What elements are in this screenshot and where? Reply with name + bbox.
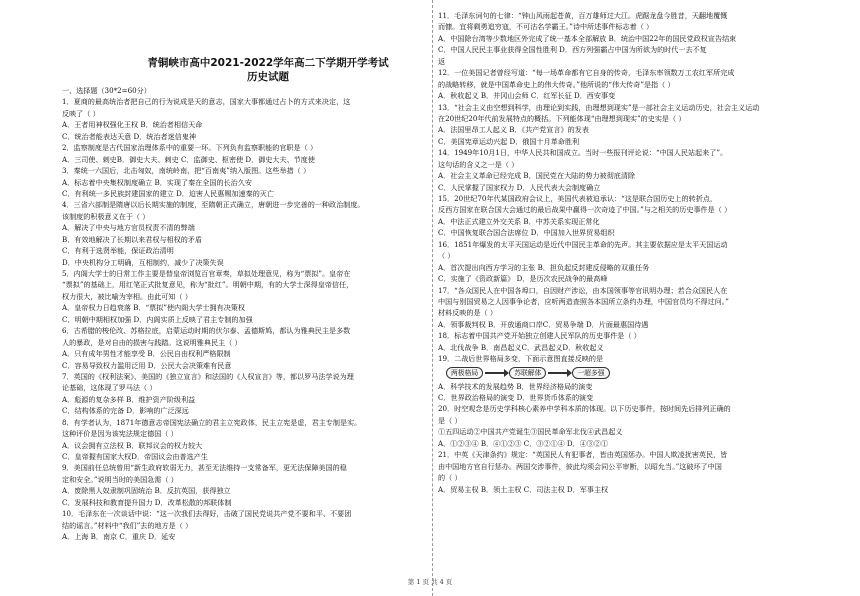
question-line: 9．美国前任总统曾用“新生政府软弱无力，甚至无法维持一支常备军，更无法保障美国的稳 [62,463,347,473]
question-line: 论基础，这体现了罗马法（ ） [62,383,157,393]
question-line: A．彪源的复杂多样 B．维护资产阶级利益 [62,394,196,404]
question-line: 定和安全。”说明当时的美国急需（ ） [62,474,178,484]
question-line: A．上海 B．南京 C．重庆 D．延安 [62,532,176,542]
question-line: C．统治者能表达天意 D．统治者迷信鬼神 [62,131,196,141]
question-line: 这句话的含义之一是（ ） [438,159,519,169]
question-line: A．领事裁判权 B．开放通商口岸C．贸易争端 D．片面最惠国待遇 [438,319,649,329]
arrow-icon [485,372,507,374]
question-line: C．有利统一多民族封建国家的建立 D．迫害人民惠赐加速秦的灭亡 [62,188,274,198]
question-line: 权力很大，被比喻为宰相。由此可知（ ） [62,291,192,301]
left-question-list [62,96,474,542]
question-line: A．议会拥有立法权 B．联邦议会的权力较大 [62,440,203,450]
question-line: A．废除黑人奴隶制巩固统治 B．反抗英国，获得独立 [62,486,231,496]
world-pattern-diagram [446,366,836,380]
question-line: 2．监察制度是古代国家治理体系中的重要一环。下列负有监察职能的官职是（ ） [62,143,318,153]
question-line: 7．英国的《权利法案》、美国的《独立宣言》和法国的《人权宣言》等，都以罗马法学说为理 [62,371,354,381]
question-line: 是（ ） [438,415,462,425]
question-line: C．实施了《资政新篇》 D．是历次农民战争的最高峰 [438,274,608,284]
question-line: 10．毛泽东在一次谈话中说：“这一次我们去得好，击破了国民党说共产党不要和平、不要团 [62,509,352,519]
question-line: 14．1949年10月1日，中华人民共和国成立。当时一些报刊评论说：“中国人民站起来了”。 [438,148,728,158]
question-line: （ ） [438,251,455,261]
exam-title: 青铜峡市高中2021-2022学年高二下学期开学考试 [147,57,389,69]
question-line: C．人民掌握了国家权力 D．人民代表大会制度确立 [438,182,601,192]
diagram-box-unipolar: 一超多强 [572,367,609,379]
question-line: 而慷。宜将剩勇追穷寇，不可沽名学霸王。”诗中所述事件标志着（ ） [438,22,654,32]
question-line: 18．标志着中国共产党开始独立创建人民军队的历史事件是（ ） [438,331,641,341]
question-line: 的（ ） [438,473,462,483]
question-line: C．美国宪章运动兴起 D．俄国十月革命胜利 [438,136,580,146]
question-line: 17．“各众国民人在中国各埠口，自因财产涉讼，由本国领事等官讯明办理；若合众国民人在 [438,285,728,295]
question-line: C．皇帝握有国家大权D．帝国议会由普选产生 [62,452,208,462]
question-line: 12．一位美国记者曾经写道：“每一场革命都有它自身的传奇，毛泽东率领数万工农红军所完成 [438,68,735,78]
question-line: 这种评价是因为该宪法规定德国（ ） [62,429,178,439]
question-line: A．三司使、刺史B．御史大夫、刺史 C．监御史、枢密使 D．御史大夫、节度使 [62,154,315,164]
question-line: 5．内阁大学士的日常工作主要是替皇帝浏览百官章奏，草拟处理意见，称为“票拟”。皇帝在 [62,269,351,279]
question-line: 3．秦统一六国后，北击匈奴，南统岭南，把“百南夷”纳入版图。这些举措（ ） [62,166,311,176]
top-margin [62,0,474,56]
question-line: A．首次提出向西方学习的主张 B．担负起反封建反侵略的双重任务 [438,262,650,272]
question-line: 21．中英《天津条约》规定：“英国民人有犯事者，皆由英国惩办。中国人欺凌扰害英民，皆 [438,450,728,460]
arrow-icon [548,372,570,374]
question-line: 13．“社会主义由空想到科学，由理论到实践，由理想到现实”是一部社会主义运动历史，社会主义运动 [438,102,760,112]
question-line: 人的暴政，是对自由的损害与践踏。这说明雅典民主（ ） [62,337,242,347]
right-question-list-top [438,10,836,365]
question-line: A．王者用神权强化王权 B．统治者相信天命 [62,120,203,130]
right-question-list-bottom [438,381,836,495]
page-footer: 第 1 页 共 4 页 [407,578,453,586]
question-line: 在20世纪20年代前发展特点的概括。下列能体现“由理想到现实”的史实是（ ） [438,113,686,123]
question-line: A．中国除台湾等少数地区外完成了统一基本全部解放 B．统治中国22年的国民党政权宣告结束 [438,33,737,43]
question-line: 6．古希腊的梭伦改、苏格拉底，启蒙运动时期的伏尔泰、孟德斯鸠，都认为雅典民主是多数 [62,326,351,336]
question-line: A．①②③④ B．④①②③ C．③②①④ D．④③②① [438,438,609,448]
question-line: ①五四运动②中国共产党诞生③国民革命军北伐④武昌起义 [438,427,623,437]
question-line: 由中国地方官自行惩办。两国交涉事件，彼此均须会同公平审断，以昭允当。”这破坏了中国 [438,461,722,471]
question-line: 返 [438,56,446,66]
question-line: C．发展科技和教育提升国力 D．改革松散的邦联体制 [62,497,232,507]
question-line: C．有利于选贤举能，保证政治清明 [62,246,174,256]
question-line: “票拟”的基础上，用红笔正式批复意见，称为“批红”。明朝中期，有的大学士深得皇帝信任， [62,280,354,290]
diagram-box-soviet-collapse: 苏联解体 [509,367,546,379]
column-divider [432,0,433,596]
question-line: C．结构体系的完备 D．影响的广泛深远 [62,406,189,416]
question-line: C．明朝中期相权加强 D．内阁实质上反映了君主专制的加强 [62,314,253,324]
question-line: A．中法正式建立外交关系 B．中苏关系实现正常化 [438,216,600,226]
left-column [62,0,474,543]
question-line: A．北伐战争 B．南昌起义C．武昌起义D．秋收起义 [438,342,604,352]
question-line: A．社会主义革命已经完成 B．国民党在大陆的势力被彻底清除 [438,171,636,181]
question-line: 的战略转移，就是中国革命史上的伟大传奇。”他所说的“伟大传奇”是指（ ） [438,79,675,89]
question-line: C．容易导致权力滥用泛用 D．公民大会决策难有民意 [62,360,232,370]
question-line: A．标志着中央集权制度确立 B．实现了秦在全国的长治久安 [62,177,252,187]
question-line: 反西方国家在联合国大会通过的最后战果中赢得一次奇迹了中国。”与之相关的历史事件是（ ） [438,205,732,215]
question-line: A．贸易主权 B．领土主权 C．司法主权 D．军事主权 [438,484,609,494]
question-line: C．世界政治格局的演变 D．世界货币体系的演变 [438,393,594,402]
question-line: A．科学技术的发展趋势 B．世界经济格局的演变 [438,381,593,391]
diagram-box-bipolar: 两极格局 [446,367,483,379]
question-line: 20．时空观念是历史学科核心素养中学科本质的体现。以下历史事件，按时间先后排列正确的 [438,404,731,414]
question-line: 结的谣言。”材料中“我们”去的地方是（ ） [62,520,193,530]
question-line: A．解决了中央与地方官员权责不清的弊端 [62,223,195,233]
question-line: 中国与别国贸易之人因事争论者，应听两造查照各本国所立条约办理，中国官员均不得过问。” [438,296,729,306]
question-line: 4．三省六部制是隋唐以后长期实施的制度，至隋朝正式确立，唐朝进一步完善的一种政治制度。 [62,200,365,210]
question-line: B．有效地解决了长期以来君权与相权的矛盾 [62,234,202,244]
question-line: A．只有成年男性才能享受 B．公民自由权利严格限制 [62,349,231,359]
section-heading: 一、选择题（30*2=60分） [62,86,151,95]
question-line: A．秋收起义 B．井冈山会师 C．红军长征 D．西安事变 [438,91,616,101]
question-line: 反映了（ ） [62,108,100,118]
question-line: C．中国人民民主事业获得全国性胜利 D．西方列强霸占中国为所欲为的时代一去不复 [438,45,707,55]
question-line: A．法国里昂工人起义 B．《共产党宣言》的发表 [438,125,589,135]
question-line: 8．有学者认为，1871年德意志帝国宪法确立的君主立宪政体，民主立宪是虚，君主专制是实。 [62,417,362,427]
question-line: 15．20世纪70年代某国政府会议上，美国代表被迫承认：“这是联合国历史上的转折点， [438,194,717,203]
question-line: 1．夏商的最高统治者把自己的行为说成是天的意志，国家大事都通过占卜的方式来决定，这 [62,97,351,107]
right-column [424,0,836,495]
question-line: D．中央机构分工明确，互相制约，减少了决策失误 [62,257,224,267]
question-line: 材料反映的是（ ） [438,308,498,318]
question-line: 11．毛泽东词句的七律：“钟山风雨起苍黄，百万雄师过大江。虎踞龙盘今胜昔，天翻地覆慨 [438,11,728,20]
exam-subtitle: 历史试题 [247,71,289,83]
question-line: 19．二战后世界格局多变，下面示意图直接反映的是 [438,354,604,364]
question-line: C．中国恢复联合国合法席位 D．中国加入世界贸易组织 [438,228,615,238]
question-line: A．皇帝权力日趋衰落 B．“票拟”使内阁大学士拥有决策权 [62,303,245,313]
question-line: 该制度的积极意义在于（ ） [62,211,150,221]
question-line: 16．1851年爆发的太平天国运动是近代中国民主革命的先声。其主要依据应是太平天国运动 [438,239,728,249]
